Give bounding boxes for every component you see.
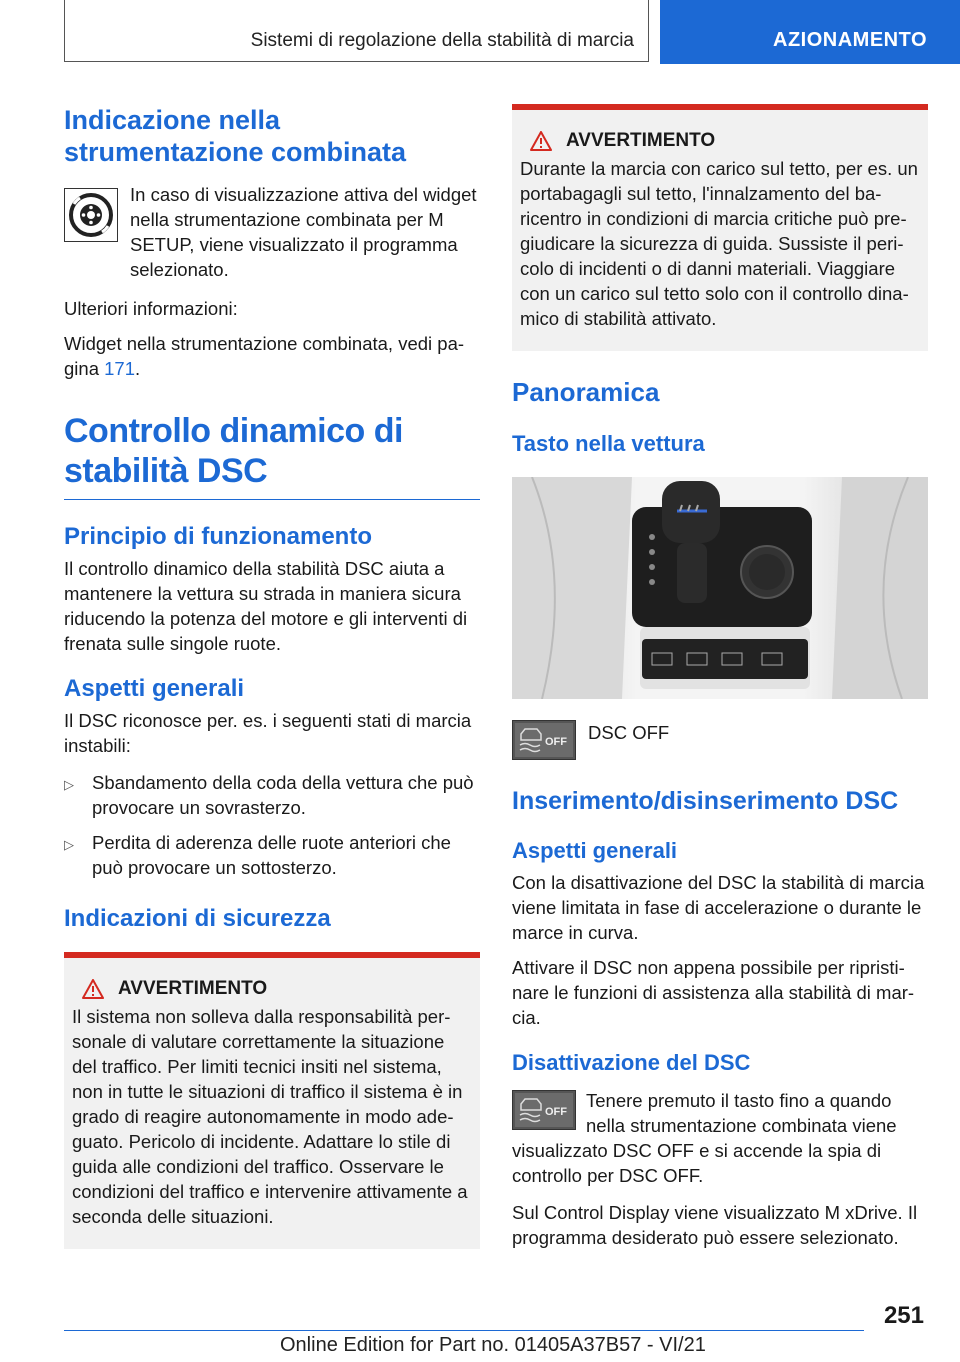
warning-text-left: Il sistema non solleva dalla responsabilità personale di valutare correttamente la situazione del traffico. Per limiti tecnici insiti nel sistema, non in tutte le situazioni di traffico il sistema è in grado di reagire autonomamente in modo adeguato. Pericolo di incidente. Adattare lo stile di guida alle condizioni del traffico. Osservare le condizioni del traffico e intervenire attivamente a seconda delle situazioni. [72, 1006, 468, 1227]
text-ulteriori: Ulteriori informazioni: [64, 298, 238, 319]
dsc-off-legend [512, 720, 928, 760]
warning-title-row [72, 978, 472, 1000]
text-widget-body: Widget nella strumentazione combinata, vedi pagina [64, 333, 465, 379]
text-aspetti-right-2: Attivare il DSC non appena possibile per ripristinare le funzioni di assistenza alla stabilità di marcia. [512, 957, 915, 1028]
bullet-text: Sbandamento della coda della vettura che può provocare un sovrasterzo. [92, 772, 474, 818]
dsc-program-icon [64, 188, 118, 247]
indicazione-block [64, 182, 480, 282]
header-chapter-tab[interactable] [660, 0, 960, 64]
center-console-photo [512, 477, 928, 704]
disattivazione-block [512, 1088, 928, 1188]
heading-tasto: Tasto nella vettura [512, 431, 705, 456]
text-principio: Il controllo dinamico della stabilità DSC aiuta a mantenere la vettura su strada in maniera sicura riducendo la potenza del motore e gli interventi di frenata sulle singole ruote. [64, 558, 468, 654]
dsc-off-button-icon [512, 1090, 576, 1130]
list-item [64, 830, 480, 880]
heading-indicazione: Indicazione nella strumentazione combinata [64, 105, 407, 167]
heading-dsc: Controllo dinamico di stabilità DSC [64, 412, 403, 490]
triangle-bullet-icon: ▷ [64, 777, 74, 792]
heading-aspetti-right: Aspetti generali [512, 838, 678, 863]
warning-box-right [512, 104, 928, 351]
heading-inserimento: Inserimento/disinserimento DSC [512, 787, 899, 815]
heading-disattivazione: Disattivazione del DSC [512, 1050, 751, 1075]
text-disattivazione-2: Sul Control Display viene visualizzato M xDrive. Il programma desiderato può essere selezionato. [512, 1202, 918, 1248]
heading-aspetti-left: Aspetti generali [64, 675, 245, 702]
bullet-list [64, 770, 480, 880]
header-section-title: Sistemi di regolazione della stabilità di marcia [250, 30, 634, 51]
online-edition-text: Online Edition for Part no. 01405A37B57 - VI/21 [280, 1334, 706, 1356]
warning-triangle-icon [82, 979, 104, 999]
triangle-bullet-icon: ▷ [64, 837, 74, 852]
warning-title-row [520, 130, 920, 152]
list-item [64, 770, 480, 820]
right-column [512, 104, 928, 1250]
svg-text:OFF: OFF [545, 736, 567, 748]
page-number: 251 [883, 1302, 924, 1329]
svg-text:OFF: OFF [545, 1106, 567, 1118]
footer-rule [64, 1330, 864, 1331]
page-link-171[interactable]: 171 [104, 358, 135, 379]
text-widget [64, 331, 480, 381]
warning-title: AVVERTIMENTO [566, 130, 716, 151]
text-indicazione: In caso di visualizzazione attiva del widget nella strumentazione combinata per M SETUP, viene visualizzato il programma selezionato. [130, 184, 477, 280]
text-disattivazione-1: Tenere premuto il tasto fino a quando nella strumentazione combinata viene visualizzato DSC OFF e si accende la spia di controllo per DSC OFF. [512, 1090, 897, 1186]
dsc-off-label: DSC OFF [588, 722, 670, 743]
heading-principio: Principio di funzionamento [64, 523, 372, 550]
warning-text-right: Durante la marcia con carico sul tetto, per es. un portabagagli sul tetto, l'innalzamento del baricentro in condizioni di marcia critiche può pregiudicare la sicurezza di guida. Sussiste il pericolo di incidenti o di danni materiali. Viaggiare con un carico sul tetto solo con il controllo dinamico di stabilità attivato. [520, 158, 918, 329]
warning-triangle-icon [530, 131, 552, 151]
warning-title: AVVERTIMENTO [118, 978, 268, 999]
heading-sicurezza: Indicazioni di sicurezza [64, 905, 331, 932]
left-column [64, 100, 480, 1249]
heading-panoramica: Panoramica [512, 377, 660, 407]
warning-box-left [64, 952, 480, 1249]
text-aspetti-left: Il DSC riconosce per. es. i seguenti stati di marcia instabili: [64, 710, 472, 756]
bullet-text: Perdita di aderenza delle ruote anteriori che può provocare un sottosterzo. [92, 832, 451, 878]
dsc-off-button-icon [512, 720, 576, 760]
text-widget-end: . [135, 358, 141, 379]
header-section-box [64, 0, 649, 62]
header-chapter-title: AZIONAMENTO [773, 29, 928, 51]
text-aspetti-right-1: Con la disattivazione del DSC la stabilità di marcia viene limitata in fase di accelerazione o durante le marce in curva. [512, 872, 925, 943]
heading-dsc-wrap [64, 411, 480, 500]
